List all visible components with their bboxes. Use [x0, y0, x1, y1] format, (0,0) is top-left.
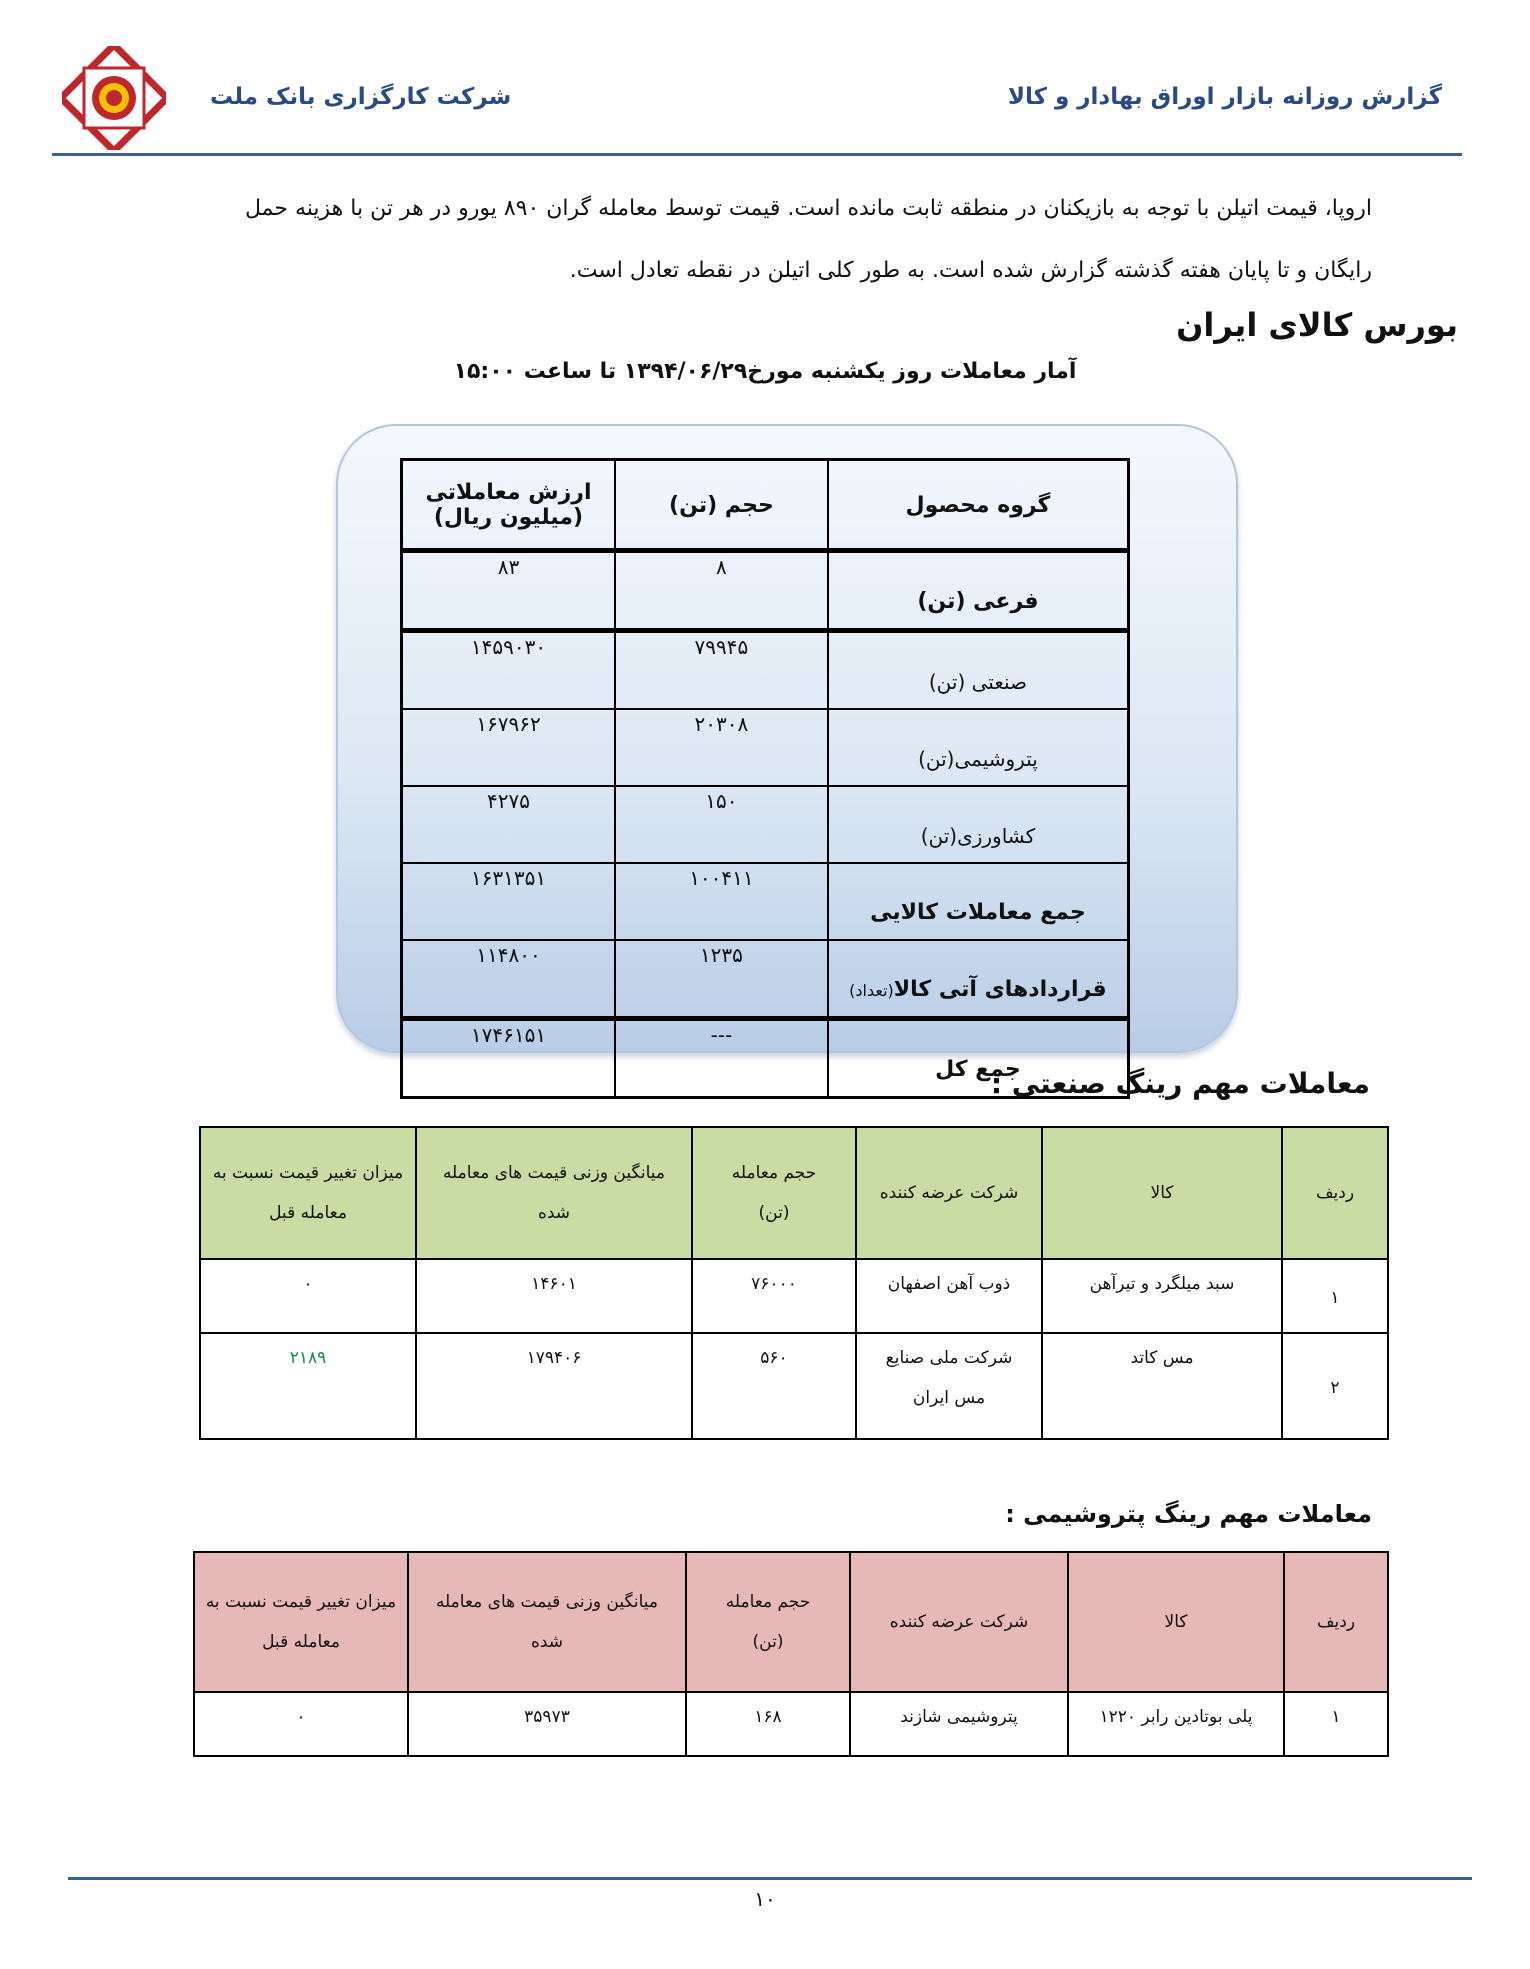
stats-row-volume: ۲۰۳۰۸ [615, 709, 828, 786]
header-volume-line2: (تن) [758, 1203, 790, 1223]
header-change-line2: معامله قبل [269, 1203, 347, 1223]
stats-header-group: گروه محصول [828, 460, 1129, 551]
header-commodity: کالا [1068, 1552, 1284, 1692]
cell-row-number: ۱ [1282, 1259, 1388, 1333]
header-divider [52, 153, 1462, 156]
header-change-line2: معامله قبل [262, 1632, 340, 1652]
stats-row-group: کشاورزی(تن) [828, 786, 1129, 863]
stats-row-value: ۸۳ [402, 551, 615, 631]
stats-row-group: جمع کل [828, 1019, 1129, 1098]
stats-row-value: ۱۶۷۹۶۲ [402, 709, 615, 786]
footer-divider [68, 1877, 1472, 1880]
stats-row [402, 631, 1129, 710]
stats-row [402, 863, 1129, 940]
cell-supplier: پتروشیمی شازند [850, 1692, 1068, 1756]
cell-supplier [856, 1259, 1042, 1333]
header-row-number: ردیف [1282, 1127, 1388, 1259]
header-avg-price [416, 1127, 692, 1259]
stats-row [402, 786, 1129, 863]
intro-paragraph [132, 178, 1372, 302]
cell-change: ۰ [200, 1259, 416, 1333]
stats-row-group: صنعتی (تن) [828, 631, 1129, 710]
header-volume [692, 1127, 856, 1259]
cell-avg-price: ۱۷۹۴۰۶ [416, 1333, 692, 1439]
header-change-line1: میزان تغییر قیمت نسبت به [205, 1592, 397, 1612]
header-supplier: شرکت عرضه کننده [856, 1127, 1042, 1259]
cell-row-number: ۲ [1282, 1333, 1388, 1439]
header-avg-price-line1: میانگین وزنی قیمت های معامله [442, 1163, 666, 1183]
stats-row-group: جمع معاملات کالایی [828, 863, 1129, 940]
header-change-line1: میزان تغییر قیمت نسبت به [212, 1163, 404, 1183]
header-row-number: ردیف [1284, 1552, 1388, 1692]
cell-supplier-line1: ذوب آهن اصفهان [887, 1274, 1011, 1294]
header-volume [686, 1552, 850, 1692]
cell-change: ۰ [194, 1692, 408, 1756]
cell-volume: ۱۶۸ [686, 1692, 850, 1756]
cell-supplier-line2: مس ایران [912, 1388, 986, 1408]
stats-row-group: پتروشیمی(تن) [828, 709, 1129, 786]
header-avg-price-line2: شده [537, 1203, 571, 1223]
section-title: بورس کالای ایران [1176, 306, 1458, 344]
report-title: گزارش روزانه بازار اوراق بهادار و کالا [1007, 84, 1442, 110]
header-avg-price-line2: شده [530, 1632, 564, 1652]
stats-header-value [402, 460, 615, 551]
paragraph-line-1: اروپا، قیمت اتیلن با توجه به بازیکنان در منطقه ثابت مانده است. قیمت توسط معامله گران ۸۹۰ یورو در هر تن با هزینه حمل [244, 196, 1372, 221]
stats-row [402, 709, 1129, 786]
stats-header-volume: حجم (تن) [615, 460, 828, 551]
stats-header-row [402, 460, 1129, 551]
stats-row-value: ۱۴۵۹۰۳۰ [402, 631, 615, 710]
header-commodity: کالا [1042, 1127, 1282, 1259]
header-volume-line1: حجم معامله [725, 1592, 811, 1612]
stats-row [402, 940, 1129, 1019]
stats-row-value: ۱۶۳۱۳۵۱ [402, 863, 615, 940]
company-logo-icon [62, 46, 166, 150]
cell-avg-price: ۳۵۹۷۳ [408, 1692, 686, 1756]
cell-volume: ۷۶۰۰۰ [692, 1259, 856, 1333]
cell-supplier [856, 1333, 1042, 1439]
industrial-table [199, 1126, 1389, 1440]
industrial-header-row [200, 1127, 1388, 1259]
petrochemical-header-row [194, 1552, 1388, 1692]
stats-row-volume: ۱۰۰۴۱۱ [615, 863, 828, 940]
page-number: ۱۰ [754, 1887, 776, 1911]
header-change [200, 1127, 416, 1259]
cell-volume: ۵۶۰ [692, 1333, 856, 1439]
stats-row-value: ۴۲۷۵ [402, 786, 615, 863]
header-supplier: شرکت عرضه کننده [850, 1552, 1068, 1692]
header-volume-line1: حجم معامله [731, 1163, 817, 1183]
cell-supplier-line1: شرکت ملی صنایع [885, 1348, 1013, 1368]
stats-row-value: ۱۷۴۶۱۵۱ [402, 1019, 615, 1098]
stats-row-group [828, 940, 1129, 1019]
petrochemical-table [193, 1551, 1389, 1757]
stats-header-value-line2: (میلیون ریال) [433, 505, 584, 530]
table-row [200, 1259, 1388, 1333]
stats-title: آمار معاملات روز یکشنبه مورخ۱۳۹۴/۰۶/۲۹ تا ساعت ۱۵:۰۰ [453, 359, 1077, 384]
table-row [200, 1333, 1388, 1439]
stats-row [402, 551, 1129, 631]
cell-row-number: ۱ [1284, 1692, 1388, 1756]
stats-row-group: فرعی (تن) [828, 551, 1129, 631]
cell-change: ۲۱۸۹ [200, 1333, 416, 1439]
stats-row-volume: ۷۹۹۴۵ [615, 631, 828, 710]
cell-commodity: سبد میلگرد و تیرآهن [1042, 1259, 1282, 1333]
stats-row-volume: --- [615, 1019, 828, 1098]
petrochemical-section-title: معاملات مهم رینگ پتروشیمی : [1005, 1500, 1372, 1528]
header-avg-price [408, 1552, 686, 1692]
cell-commodity: پلی بوتادین رابر ۱۲۲۰ [1068, 1692, 1284, 1756]
stats-header-value-line1: ارزش معاملاتی [425, 480, 592, 505]
table-row [194, 1692, 1388, 1756]
header-change [194, 1552, 408, 1692]
stats-table [400, 458, 1130, 1099]
stats-row-volume: ۱۵۰ [615, 786, 828, 863]
stats-row-group-suffix: (تعداد) [849, 981, 894, 1000]
stats-row-volume: ۸ [615, 551, 828, 631]
header-avg-price-line1: میانگین وزنی قیمت های معامله [435, 1592, 659, 1612]
stats-row-value: ۱۱۴۸۰۰ [402, 940, 615, 1019]
industrial-section-title: معاملات مهم رینگ صنعتی : [990, 1067, 1370, 1100]
cell-commodity: مس کاتد [1042, 1333, 1282, 1439]
stats-row-volume: ۱۲۳۵ [615, 940, 828, 1019]
paragraph-line-2: رایگان و تا پایان هفته گذشته گزارش شده است. به طور کلی اتیلن در نقطه تعادل است. [569, 258, 1372, 283]
company-name: شرکت کارگزاری بانک ملت [210, 84, 512, 110]
header-volume-line2: (تن) [752, 1632, 784, 1652]
stats-row-group-label: قراردادهای آتی کالا [893, 977, 1107, 1002]
cell-avg-price: ۱۴۶۰۱ [416, 1259, 692, 1333]
